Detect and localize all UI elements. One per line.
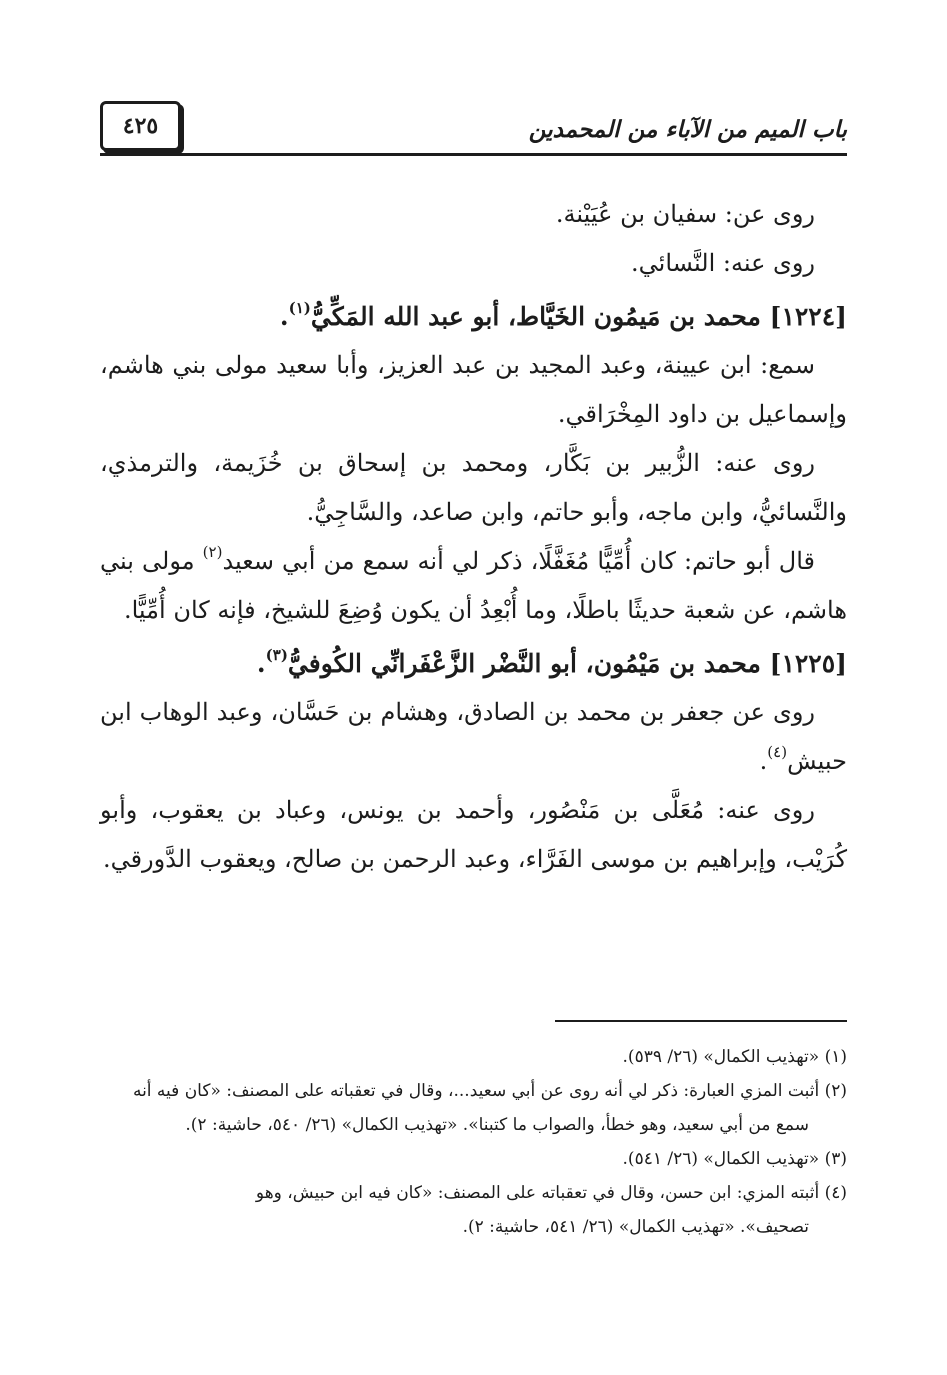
entry-heading: [١٢٢٤] محمد بن مَيمُون الخَيَّاط، أبو عبد الله المَكِّيُّ$^{(١)}$. (279, 299, 847, 331)
paragraph: سمع: ابن عيينة، وعبد المجيد بن عبد العزيز، وأبا سعيد مولى بني هاشم، وإسماعيل بن داود المِخْرَاقي. (100, 351, 847, 428)
page-number: ٤٢٥ (122, 113, 159, 139)
footnote-ref: (١) (288, 299, 311, 317)
paragraph: روى عنه: الزُّبير بن بَكَّار، ومحمد بن إسحاق بن خُزَيمة، والترمذي، والنَّسائيُّ، وابن ماجه، وأبو حاتم، وابن صاعد، والسَّاجِيُّ. (100, 449, 847, 526)
paragraph: روى عنه: مُعَلَّى بن مَنْصُور، وأحمد بن يونس، وعباد بن يعقوب، وأبو كُرَيْب، وإبراهيم بن موسى الفَرَّاء، وعبد الرحمن بن صالح، ويعقوب الدَّورقي. (100, 796, 847, 873)
paragraph: روى عن: سفيان بن عُيَيْنة. (555, 200, 815, 228)
paragraph: روى عن جعفر بن محمد بن الصادق، وهشام بن حَسَّان، وعبد الوهاب ابن حبيش$^{(٤)}$. (100, 698, 847, 775)
header-divider (100, 153, 847, 156)
page-number-box (100, 101, 181, 151)
entry-heading: [١٢٢٥] محمد بن مَيْمُون، أبو النَّضْر الزَّعْفَرانِّي الكُوفيُّ$^{(٣)}$. (256, 646, 847, 678)
footnote: (٤) أثبته المزي: ابن حسن، وقال في تعقباته على المصنف: «كان فيه ابن حبيش، وهو (255, 1183, 847, 1203)
footnote-continuation: تصحيف». «تهذيب الكمال» (٢٦/ ٥٤١، حاشية: ٢). (462, 1217, 809, 1237)
paragraph: روى عنه: النَّسائي. (631, 249, 815, 277)
footnote: (٣) «تهذيب الكمال» (٢٦/ ٥٤١). (622, 1149, 847, 1169)
footnote-ref: (٤) (767, 743, 788, 761)
paragraph: قال أبو حاتم: كان أُمِّيًّا مُغَفَّلًا، ذكر لي أنه سمع من أبي سعيد$^{(٢)}$ مولى بني هاشم، عن شعبة حديثًا باطلًا، وما أُبْعِدُ أن يكون وُضِعَ للشيخ، فإنه كان أُمِّيًّا. (100, 543, 847, 624)
footnotes (100, 1040, 847, 1244)
footnote: (١) «تهذيب الكمال» (٢٦/ ٥٣٩). (622, 1047, 847, 1067)
footnote-ref: (٢) (202, 543, 223, 561)
footnote-ref: (٣) (265, 646, 288, 664)
running-header-title: باب الميم من الآباء من المحمدين (528, 116, 847, 143)
footnote: (٢) أثبت المزي العبارة: ذكر لي أنه روى عن أبي سعيد...، وقال في تعقباته على المصنف: «كان فيه أنه (132, 1081, 847, 1101)
main-text (100, 190, 847, 884)
footnote-continuation: سمع من أبي سعيد، وهو خطأ، والصواب ما كتبنا». «تهذيب الكمال» (٢٦/ ٥٤٠، حاشية: ٢). (185, 1115, 809, 1135)
footnote-divider (555, 1020, 847, 1022)
